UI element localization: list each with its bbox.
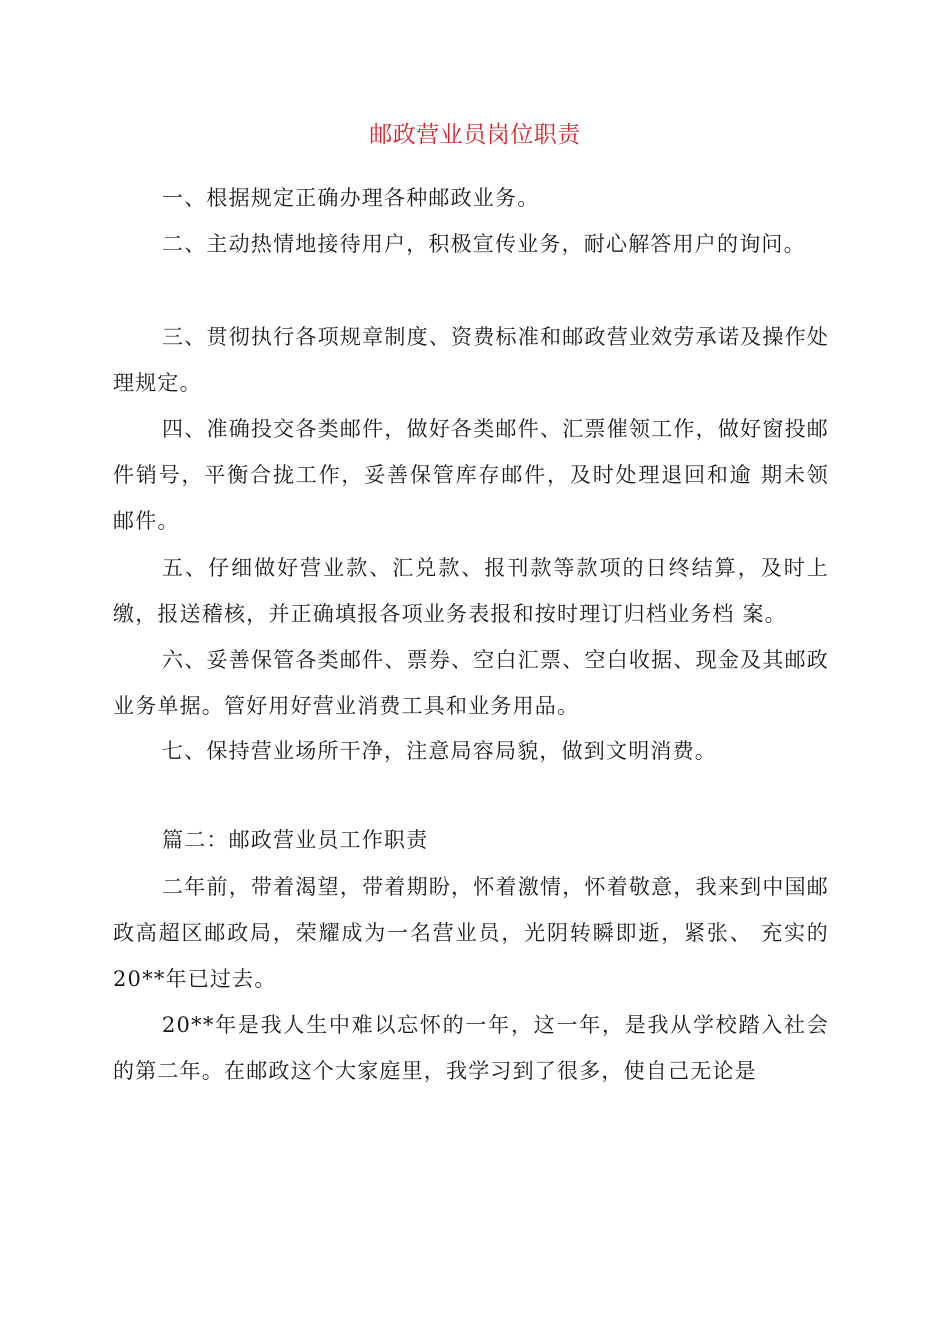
section-2-heading: 篇二：邮政营业员工作职责: [162, 828, 429, 852]
duty-item-5: 五、仔细做好营业款、汇兑款、报刊款等款项的日终结算，及时上缴，报送稽核，并正确填报各项业务表报和按时理订归档业务档 案。: [113, 556, 829, 626]
duty-item-7: 七、保持营业场所干净，注意局容局貌，做到文明消费。: [162, 739, 717, 763]
duty-item-6: 六、妥善保管各类邮件、票券、空白汇票、空白收据、现金及其邮政业务单据。管好用好营业消费工具和业务用品。: [113, 648, 829, 718]
document-title: 邮政营业员岗位职责: [369, 122, 581, 148]
section-2-paragraph-1: 二年前，带着渴望，带着期盼，怀着激情，怀着敬意，我来到中国邮政高超区邮政局，荣耀成为一名营业员，光阴转瞬即逝，紧张、 充实的20**年已过去。: [113, 875, 829, 991]
duty-item-3: 三、贯彻执行各项规章制度、资费标准和邮政营业效劳承诺及操作处理规定。: [113, 325, 829, 395]
duty-item-1: 一、根据规定正确办理各种邮政业务。: [162, 186, 540, 210]
duty-item-4: 四、准确投交各类邮件，做好各类邮件、汇票催领工作，做好窗投邮件销号，平衡合拢工作，妥善保管库存邮件，及时处理退回和逾 期未领邮件。: [113, 417, 829, 533]
section-2-paragraph-2: 20**年是我人生中难以忘怀的一年，这一年，是我从学校踏入社会的第二年。在邮政这个大家庭里，我学习到了很多，使自己无论是: [113, 1013, 829, 1083]
duty-item-2: 二、主动热情地接待用户，积极宣传业务，耐心解答用户的询问。: [162, 232, 806, 256]
